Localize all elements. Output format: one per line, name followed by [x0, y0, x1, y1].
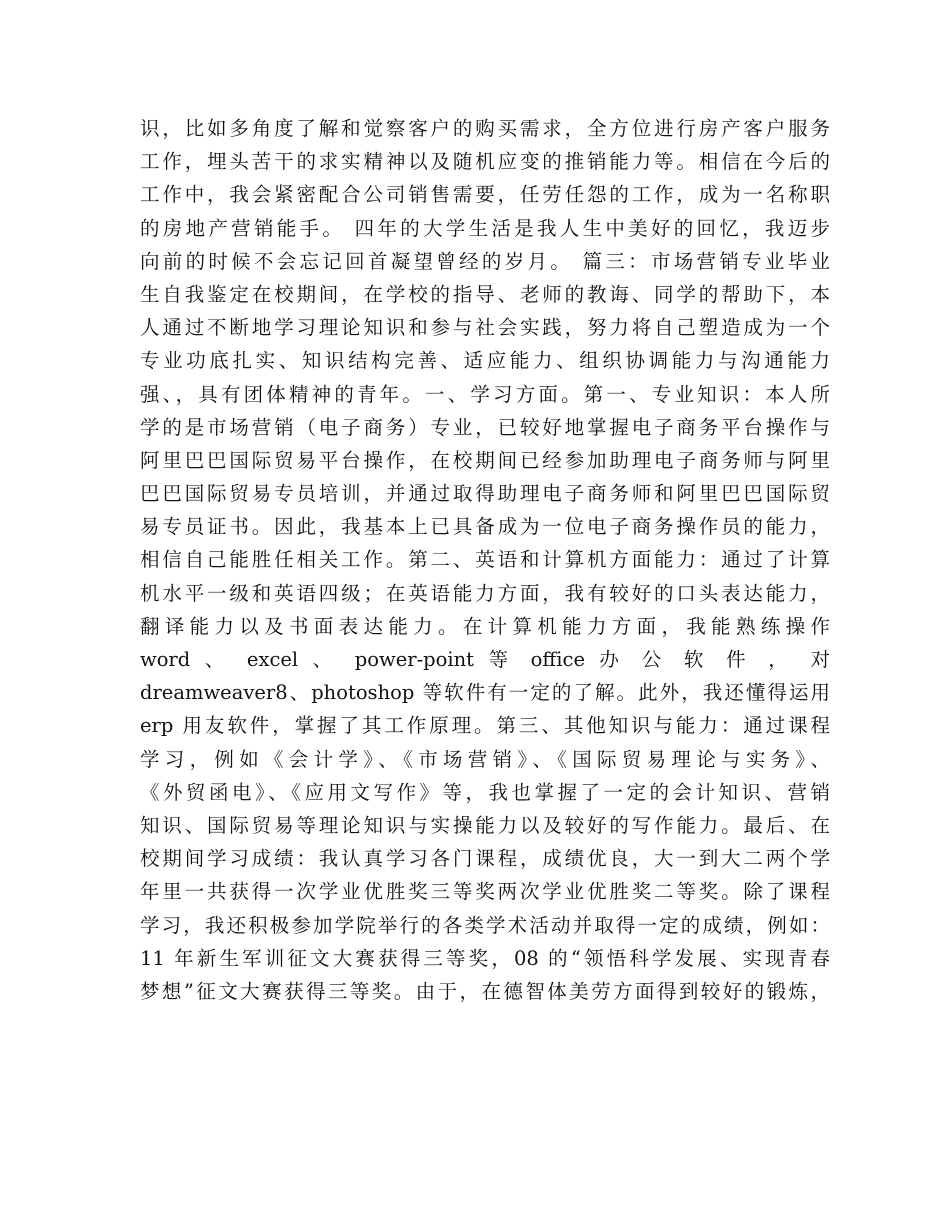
- text-line: 人通过不断地学习理论知识和参与社会实践，努力将自己塑造成为一个: [140, 316, 830, 340]
- text-line: 11 年新生军训征文大赛获得三等奖，08 的“领悟科学发展、实现青春: [140, 946, 830, 970]
- text-line: 学的是市场营销（电子商务）专业，已较好地掌握电子商务平台操作与: [140, 415, 830, 439]
- text-line: 识，比如多角度了解和觉察客户的购买需求，全方位进行房产客户服务: [140, 117, 830, 140]
- text-line: 工作中，我会紧密配合公司销售需要，任劳任怨的工作，成为一名称职: [140, 183, 830, 207]
- text-line: 工作，埋头苦干的求实精神以及随机应变的推销能力等。相信在今后的: [140, 150, 830, 174]
- text-line: 生自我鉴定在校期间，在学校的指导、老师的教诲、同学的帮助下，本: [140, 282, 830, 306]
- body-text: [140, 112, 830, 1008]
- text-line: 《外贸函电》、《应用文写作》等，我也掌握了一定的会计知识、营销: [140, 780, 830, 804]
- text-line: 年里一共获得一次学业优胜奖三等奖两次学业优胜奖二等奖。除了课程: [140, 880, 830, 904]
- text-line: 学习，我还积极参加学院举行的各类学术活动并取得一定的成绩，例如：: [140, 913, 830, 937]
- text-line: 学习，例如《会计学》、《市场营销》、《国际贸易理论与实务》、: [140, 747, 830, 771]
- text-line: 机水平一级和英语四级；在英语能力方面，我有较好的口头表达能力，: [140, 581, 830, 605]
- text-line: erp 用友软件，掌握了其工作原理。第三、其他知识与能力：通过课程: [140, 714, 830, 738]
- text-line: 翻译能力以及书面表达能力。在计算机能力方面，我能熟练操作: [140, 614, 830, 638]
- text-line: 梦想”征文大赛获得三等奖。由于，在德智体美劳方面得到较好的锻炼，: [140, 979, 830, 1003]
- text-line: 向前的时候不会忘记回首凝望曾经的岁月。 篇三：市场营销专业毕业: [140, 249, 830, 273]
- text-line: 的房地产营销能手。 四年的大学生活是我人生中美好的回忆，我迈步: [140, 216, 830, 240]
- text-line: dreamweaver8、photoshop 等软件有一定的了解。此外，我还懂得运用: [140, 681, 830, 705]
- text-line: 相信自己能胜任相关工作。第二、英语和计算机方面能力：通过了计算: [140, 548, 830, 572]
- text-line: 专业功底扎实、知识结构完善、适应能力、组织协调能力与沟通能力: [140, 349, 830, 373]
- text-line: 知识、国际贸易等理论知识与实操能力以及较好的写作能力。最后、在: [140, 813, 830, 837]
- text-line: 校期间学习成绩：我认真学习各门课程，成绩优良，大一到大二两个学: [140, 847, 830, 871]
- text-line: 阿里巴巴国际贸易平台操作，在校期间已经参加助理电子商务师与阿里: [140, 448, 830, 472]
- text-line: 易专员证书。因此，我基本上已具备成为一位电子商务操作员的能力，: [140, 515, 830, 539]
- text-line: word 、 excel 、 power-point 等 office 办 公 软 件 ， 对: [140, 648, 830, 671]
- text-line: 巴巴国际贸易专员培训，并通过取得助理电子商务师和阿里巴巴国际贸: [140, 482, 830, 506]
- text-line: 强、，具有团体精神的青年。一、学习方面。第一、专业知识：本人所: [140, 382, 830, 406]
